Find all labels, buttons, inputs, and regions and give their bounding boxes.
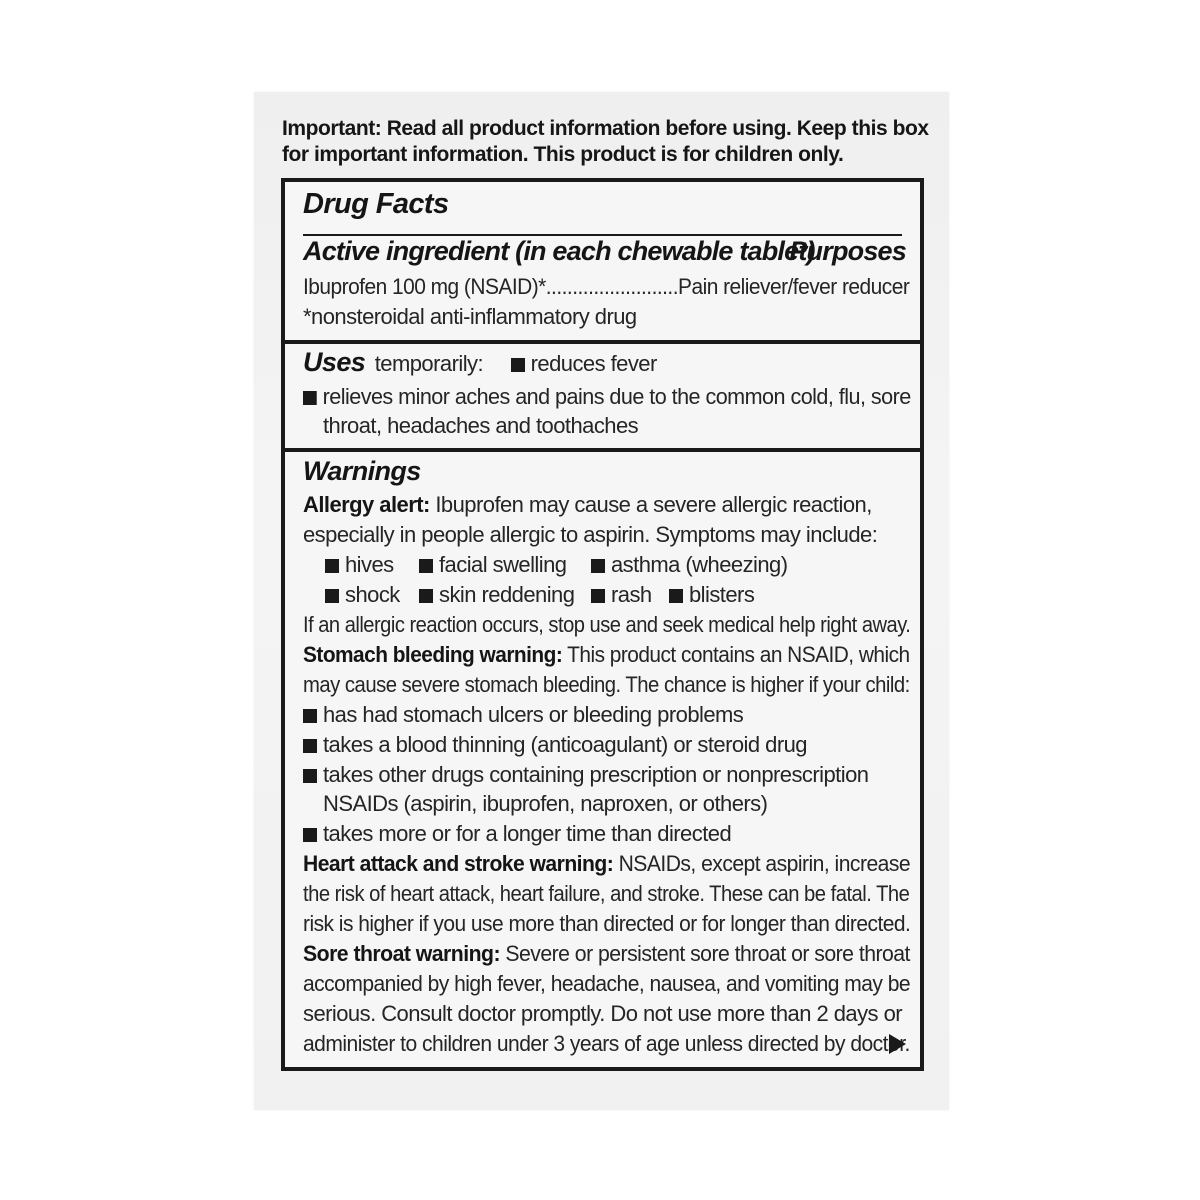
stomach-line-2: may cause severe stomach bleeding. The chance is higher if your child: xyxy=(303,672,910,697)
stomach-item: takes a blood thinning (anticoagulant) or steroid drug xyxy=(303,730,807,760)
section-divider xyxy=(285,448,920,452)
symptom-facial-swelling: facial swelling xyxy=(419,550,566,580)
nsaid-footnote: *nonsteroidal anti-inflammatory drug xyxy=(303,304,637,329)
bullet-icon xyxy=(669,589,683,603)
stomach-item: has had stomach ulcers or bleeding problems xyxy=(303,700,743,730)
use-item-aches-cont: throat, headaches and toothaches xyxy=(323,413,639,438)
important-notice: Important: Read all product information before using. Keep this box for important information. This product is for children only. xyxy=(282,117,929,166)
continue-arrow-icon xyxy=(889,1034,906,1054)
bullet-icon xyxy=(303,391,317,405)
drug-facts-title: Drug Facts xyxy=(303,188,449,220)
bullet-icon xyxy=(303,769,317,783)
allergy-line-3: If an allergic reaction occurs, stop use and seek medical help right away. xyxy=(303,612,911,637)
warnings-heading: Warnings xyxy=(303,456,421,486)
symptom-hives: hives xyxy=(325,550,394,580)
stomach-item: takes more or for a longer time than directed xyxy=(303,819,731,849)
symptom-shock: shock xyxy=(325,580,400,610)
purposes-heading: Purposes xyxy=(789,236,906,266)
ingredient-name: Ibuprofen 100 mg (NSAID)* xyxy=(303,274,546,299)
bullet-icon xyxy=(419,559,433,573)
leader-dots: ......................... xyxy=(545,274,679,299)
heart-line-1: Heart attack and stroke warning: NSAIDs, except aspirin, increase xyxy=(303,851,911,876)
use-reduces-fever: reduces fever xyxy=(530,351,657,376)
uses-line xyxy=(303,347,657,379)
bullet-icon xyxy=(591,589,605,603)
bullet-icon xyxy=(303,709,317,723)
uses-heading: Uses xyxy=(303,347,366,377)
allergy-line-1: Allergy alert: Ibuprofen may cause a severe allergic reaction, xyxy=(303,492,872,517)
use-item-aches: relieves minor aches and pains due to the common cold, flu, sore xyxy=(303,382,911,412)
symptom-blisters: blisters xyxy=(669,580,754,610)
stomach-item-cont: NSAIDs (aspirin, ibuprofen, naproxen, or others) xyxy=(323,791,768,816)
throat-line-2: accompanied by high fever, headache, nausea, and vomiting may be xyxy=(303,971,911,996)
symptom-skin-reddening: skin reddening xyxy=(419,580,574,610)
section-divider xyxy=(285,340,920,344)
allergy-line-2: especially in people allergic to aspirin. Symptoms may include: xyxy=(303,522,878,547)
bullet-icon xyxy=(419,589,433,603)
symptom-rash: rash xyxy=(591,580,652,610)
throat-line-1: Sore throat warning: Severe or persistent sore throat or sore throat xyxy=(303,941,910,966)
ingredient-line xyxy=(303,272,909,302)
throat-line-3: serious. Consult doctor promptly. Do not use more than 2 days or xyxy=(303,1001,903,1026)
bullet-icon xyxy=(303,739,317,753)
throat-line-4: administer to children under 3 years of age unless directed by doctor. xyxy=(303,1031,910,1056)
uses-intro: temporarily: xyxy=(374,351,484,376)
bullet-icon xyxy=(591,559,605,573)
drug-facts-panel xyxy=(281,178,924,1071)
bullet-icon xyxy=(511,358,525,372)
ingredient-purpose: Pain reliever/fever reducer xyxy=(678,274,910,299)
heart-line-2: the risk of heart attack, heart failure, and stroke. These can be fatal. The xyxy=(303,881,910,906)
bullet-icon xyxy=(325,589,339,603)
active-ingredient-heading: Active ingredient (in each chewable tablet) xyxy=(303,236,815,266)
stomach-item: takes other drugs containing prescription or nonprescription xyxy=(303,760,868,790)
bullet-icon xyxy=(303,828,317,842)
symptom-asthma: asthma (wheezing) xyxy=(591,550,788,580)
bullet-icon xyxy=(325,559,339,573)
stomach-line-1: Stomach bleeding warning: This product contains an NSAID, which xyxy=(303,642,910,667)
heart-line-3: risk is higher if you use more than directed or for longer than directed. xyxy=(303,911,911,936)
